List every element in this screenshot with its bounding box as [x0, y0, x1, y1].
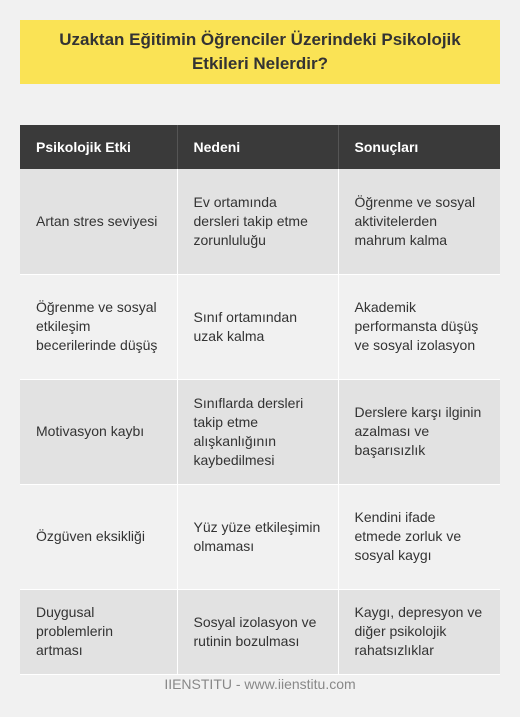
- column-header-effect: Psikolojik Etki: [20, 125, 177, 169]
- result-cell: Kaygı, depresyon ve diğer psikolojik rahatsızlıklar: [338, 589, 500, 674]
- effects-table: [20, 125, 500, 675]
- cause-cell: Sınıflarda dersleri takip etme alışkanlığının kaybedilmesi: [177, 379, 338, 484]
- title-banner: [20, 20, 500, 84]
- table-row: [20, 274, 500, 379]
- cause-cell: Yüz yüze etkileşimin olmaması: [177, 484, 338, 589]
- table-row: [20, 589, 500, 674]
- column-header-cause: Nedeni: [177, 125, 338, 169]
- footer-credit: IIENSTITU - www.iienstitu.com: [164, 676, 356, 692]
- result-cell: Kendini ifade etmede zorluk ve sosyal kaygı: [338, 484, 500, 589]
- cause-cell: Sosyal izolasyon ve rutinin bozulması: [177, 589, 338, 674]
- effect-cell: Özgüven eksikliği: [20, 484, 177, 589]
- column-header-results: Sonuçları: [338, 125, 500, 169]
- effect-cell: Öğrenme ve sosyal etkileşim becerilerinde düşüş: [20, 274, 177, 379]
- cause-cell: Sınıf ortamından uzak kalma: [177, 274, 338, 379]
- table-row: [20, 169, 500, 274]
- result-cell: Öğrenme ve sosyal aktivitelerden mahrum kalma: [338, 169, 500, 274]
- effect-cell: Motivasyon kaybı: [20, 379, 177, 484]
- cause-cell: Ev ortamında dersleri takip etme zorunluluğu: [177, 169, 338, 274]
- effect-cell: Artan stres seviyesi: [20, 169, 177, 274]
- table-header-row: [20, 125, 500, 169]
- effect-cell: Duygusal problemlerin artması: [20, 589, 177, 674]
- result-cell: Derslere karşı ilginin azalması ve başarısızlık: [338, 379, 500, 484]
- table-row: [20, 379, 500, 484]
- result-cell: Akademik performansta düşüş ve sosyal izolasyon: [338, 274, 500, 379]
- table-row: [20, 484, 500, 589]
- page-title: Uzaktan Eğitimin Öğrenciler Üzerindeki Psikolojik Etkileri Nelerdir?: [59, 30, 461, 73]
